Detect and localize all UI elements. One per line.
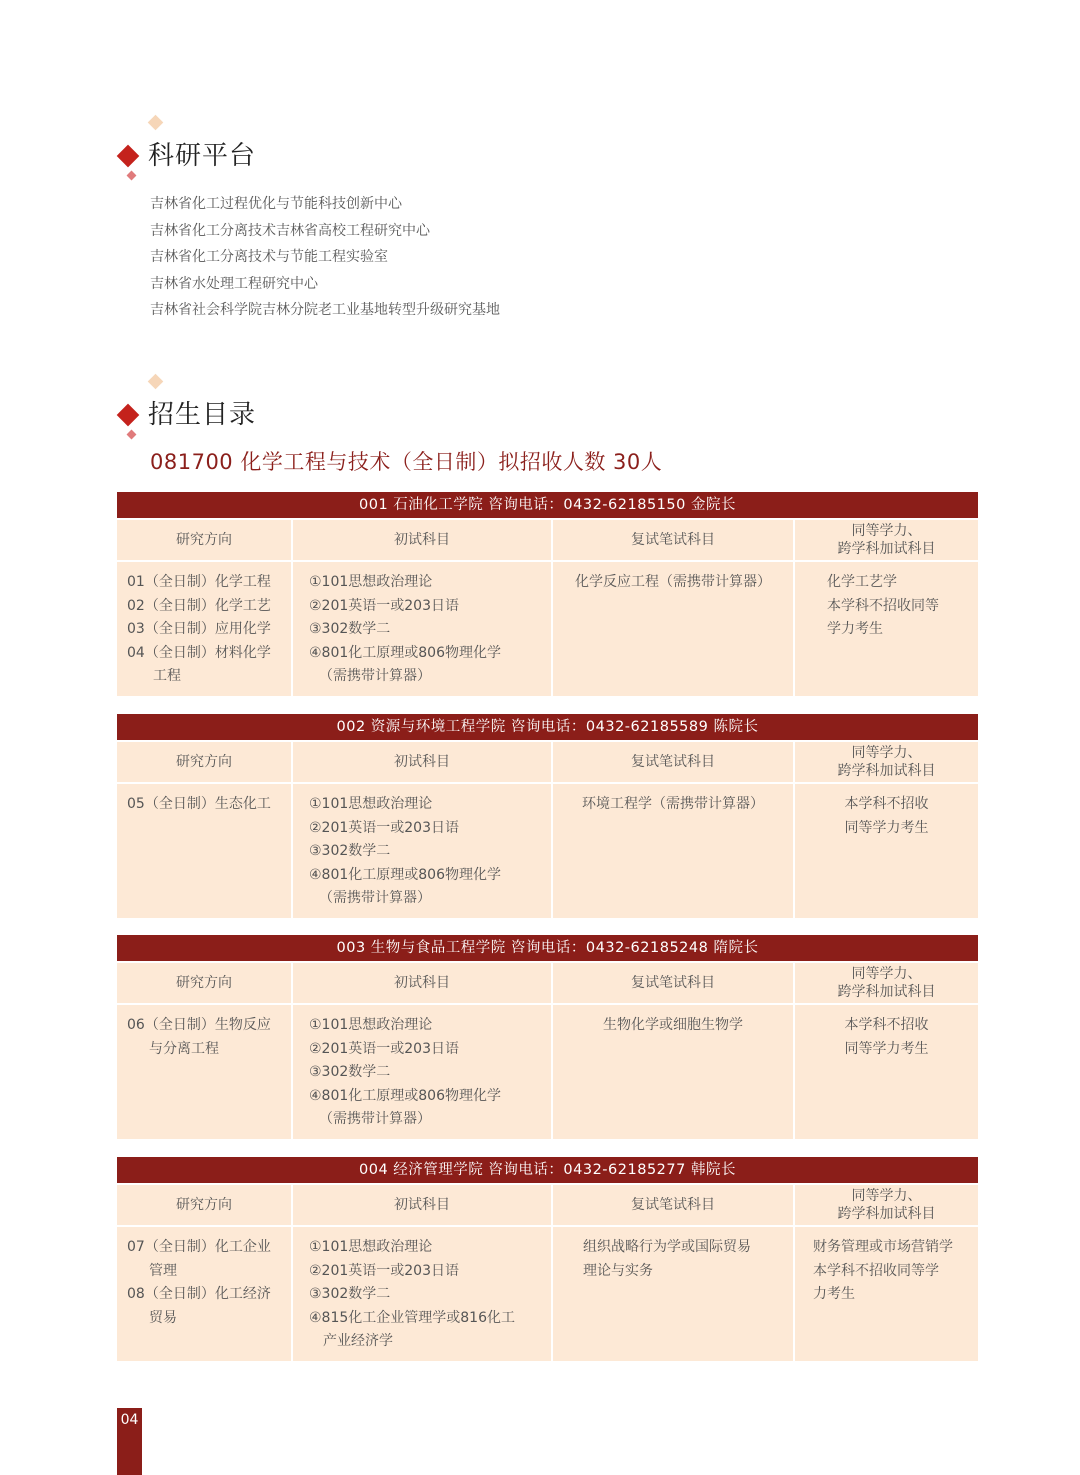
retest-written-cell: 化学反应工程（需携带计算器） xyxy=(553,562,793,696)
list-item: 吉林省化工过程优化与节能科技创新中心 xyxy=(150,196,402,212)
column-header: 同等学力、 跨学科加试科目 xyxy=(795,1185,978,1225)
list-item: 吉林省化工分离技术吉林省高校工程研究中心 xyxy=(150,222,430,239)
diamond-decoration-icon xyxy=(148,115,164,131)
column-header: 研究方向 xyxy=(117,1185,291,1225)
column-header: 初试科目 xyxy=(293,1185,551,1225)
column-header: 复试笔试科目 xyxy=(553,520,793,560)
research-direction-cell: 06（全日制）生物反应 与分离工程 xyxy=(117,1005,291,1139)
department-table-003 xyxy=(117,935,978,1139)
department-table-001 xyxy=(117,492,978,696)
diamond-decoration-icon xyxy=(127,171,137,181)
retest-written-cell: 环境工程学（需携带计算器） xyxy=(553,784,793,918)
department-header: 004 经济管理学院 咨询电话：0432-62185277 韩院长 xyxy=(117,1157,978,1183)
diamond-bullet-icon xyxy=(117,404,140,427)
extra-exam-cell: 化学工艺学 本学科不招收同等 学力考生 xyxy=(795,562,978,696)
retest-written-cell: 组织战略行为学或国际贸易 理论与实务 xyxy=(553,1227,793,1361)
column-header: 复试笔试科目 xyxy=(553,1185,793,1225)
retest-written-cell: 生物化学或细胞生物学 xyxy=(553,1005,793,1139)
department-table-002 xyxy=(117,714,978,918)
column-header: 研究方向 xyxy=(117,742,291,782)
column-header: 初试科目 xyxy=(293,963,551,1003)
research-direction-cell: 05（全日制）生态化工 xyxy=(117,784,291,918)
column-header: 同等学力、 跨学科加试科目 xyxy=(795,742,978,782)
diamond-decoration-icon xyxy=(148,374,164,390)
extra-exam-cell: 本学科不招收 同等学力考生 xyxy=(795,1005,978,1139)
program-title: 081700 化学工程与技术（全日制）拟招收人数 30人 xyxy=(150,450,663,474)
list-item: 吉林省水处理工程研究中心 xyxy=(150,275,318,292)
diamond-bullet-icon xyxy=(117,145,140,168)
column-header: 初试科目 xyxy=(293,742,551,782)
initial-exam-cell: ①101思想政治理论 ②201英语一或203日语 ③302数学二 ④815化工企业管理学或816化工 产业经济学 xyxy=(293,1227,551,1361)
column-header: 研究方向 xyxy=(117,520,291,560)
page-number: 04 xyxy=(117,1408,142,1475)
initial-exam-cell: ①101思想政治理论 ②201英语一或203日语 ③302数学二 ④801化工原理或806物理化学 （需携带计算器） xyxy=(293,1005,551,1139)
initial-exam-cell: ①101思想政治理论 ②201英语一或203日语 ③302数学二 ④801化工原理或806物理化学 （需携带计算器） xyxy=(293,562,551,696)
initial-exam-cell: ①101思想政治理论 ②201英语一或203日语 ③302数学二 ④801化工原理或806物理化学 （需携带计算器） xyxy=(293,784,551,918)
department-header: 002 资源与环境工程学院 咨询电话：0432-62185589 陈院长 xyxy=(117,714,978,740)
research-direction-cell: 07（全日制）化工企业 管理 08（全日制）化工经济 贸易 xyxy=(117,1227,291,1361)
section-title: 招生目录 xyxy=(148,400,257,430)
section-title: 科研平台 xyxy=(148,141,257,171)
diamond-decoration-icon xyxy=(127,430,137,440)
research-platform-list xyxy=(150,191,500,324)
column-header: 同等学力、 跨学科加试科目 xyxy=(795,963,978,1003)
extra-exam-cell: 财务管理或市场营销学 本学科不招收同等学 力考生 xyxy=(795,1227,978,1361)
column-header: 初试科目 xyxy=(293,520,551,560)
department-header: 003 生物与食品工程学院 咨询电话：0432-62185248 隋院长 xyxy=(117,935,978,961)
list-item: 吉林省社会科学院吉林分院老工业基地转型升级研究基地 xyxy=(150,302,500,318)
department-header: 001 石油化工学院 咨询电话：0432-62185150 金院长 xyxy=(117,492,978,518)
column-header: 同等学力、 跨学科加试科目 xyxy=(795,520,978,560)
research-platform-header xyxy=(116,117,716,197)
column-header: 复试笔试科目 xyxy=(553,742,793,782)
column-header: 研究方向 xyxy=(117,963,291,1003)
column-header: 复试笔试科目 xyxy=(553,963,793,1003)
catalog-header xyxy=(116,376,716,456)
department-table-004 xyxy=(117,1157,978,1361)
list-item: 吉林省化工分离技术与节能工程实验室 xyxy=(150,249,388,265)
research-direction-cell: 01（全日制）化学工程 02（全日制）化学工艺 03（全日制）应用化学 04（全日制）材料化学 工程 xyxy=(117,562,291,696)
extra-exam-cell: 本学科不招收 同等学力考生 xyxy=(795,784,978,918)
